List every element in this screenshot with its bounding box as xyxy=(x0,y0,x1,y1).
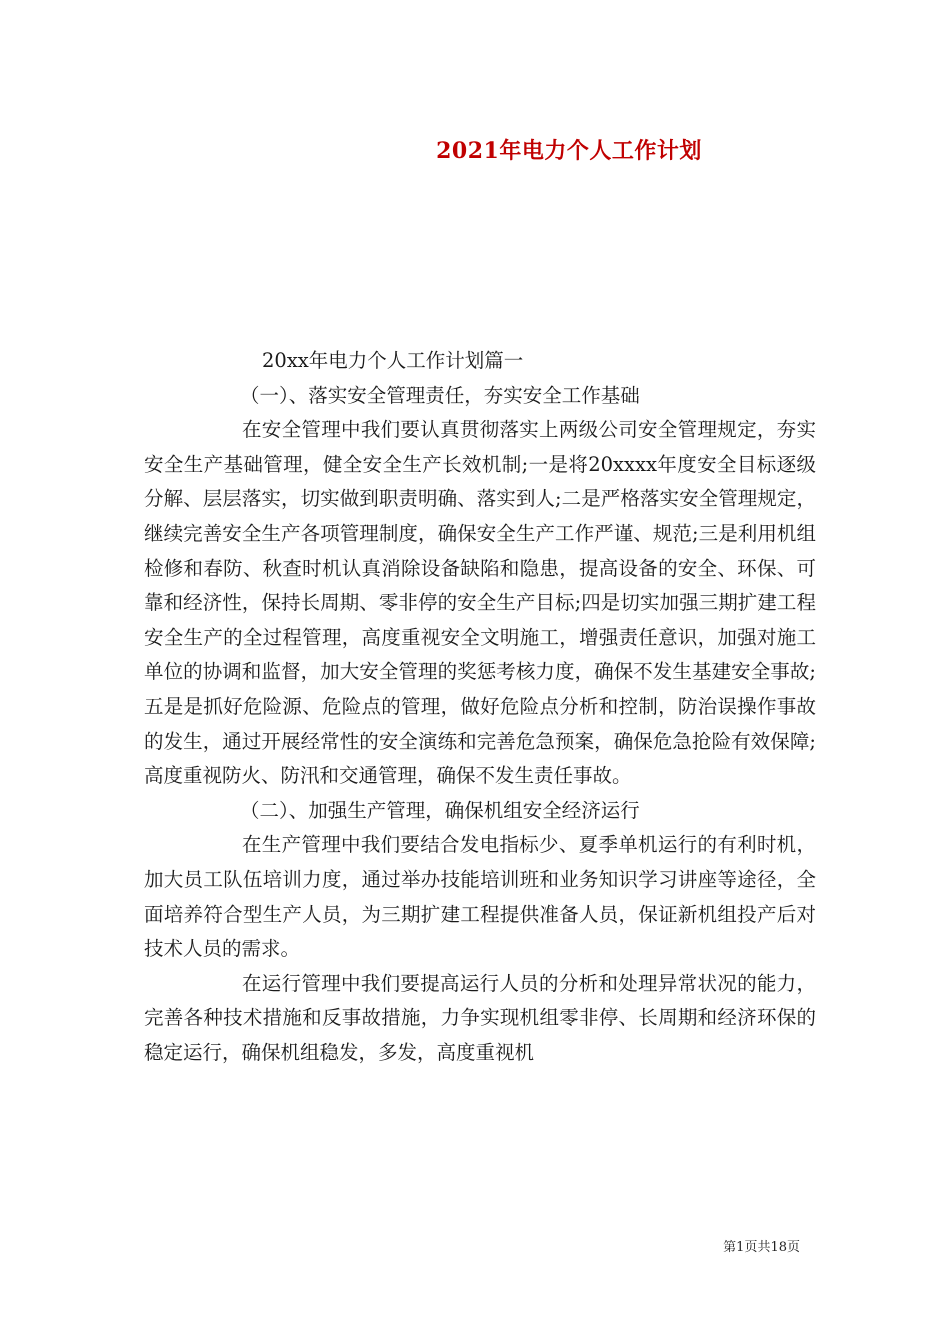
paragraph-1: 在安全管理中我们要认真贯彻落实上两级公司安全管理规定，夯实安全生产基础管理，健全安全生产长效机制;一是将20xxxx年度安全目标逐级分解、层层落实，切实做到职责明确、落实到人;二是严格落实安全管理规定，继续完善安全生产各项管理制度，确保安全生产工作严谨、规范;三是利用机组检修和春防、秋查时机认真消除设备缺陷和隐患，提高设备的安全、环保、可靠和经济性，保持长周期、零非停的安全生产目标;四是切实加强三期扩建工程安全生产的全过程管理，高度重视安全文明施工，增强责任意识，加强对施工单位的协调和监督，加大安全管理的奖惩考核力度，确保不发生基建安全事故;五是是抓好危险源、危险点的管理，做好危险点分析和控制，防治误操作事故的发生，通过开展经常性的安全演练和完善危急预案，确保危急抢险有效保障;高度重视防火、防汛和交通管理，确保不发生责任事故。 xyxy=(144,418,816,788)
subheading-1: （一）、落实安全管理责任，夯实安全工作基础 xyxy=(240,383,640,407)
document-title: 2021年电力个人工作计划 xyxy=(436,138,702,164)
document-body xyxy=(144,344,816,1070)
section-heading: 20xx年电力个人工作计划篇一 xyxy=(262,349,524,372)
paragraph-2: 在生产管理中我们要结合发电指标少、夏季单机运行的有利时机，加大员工队伍培训力度，通过举办技能培训班和业务知识学习讲座等途径，全面培养符合型生产人员，为三期扩建工程提供准备人员，保证新机组投产后对技术人员的需求。 xyxy=(144,833,816,961)
page-number: 第1页共18页 xyxy=(723,1240,800,1255)
subheading-2: （二）、加强生产管理，确保机组安全经济运行 xyxy=(240,798,640,822)
paragraph-3: 在运行管理中我们要提高运行人员的分析和处理异常状况的能力，完善各种技术措施和反事故措施，力争实现机组零非停、长周期和经济环保的稳定运行，确保机组稳发，多发，高度重视机 xyxy=(144,971,816,1064)
